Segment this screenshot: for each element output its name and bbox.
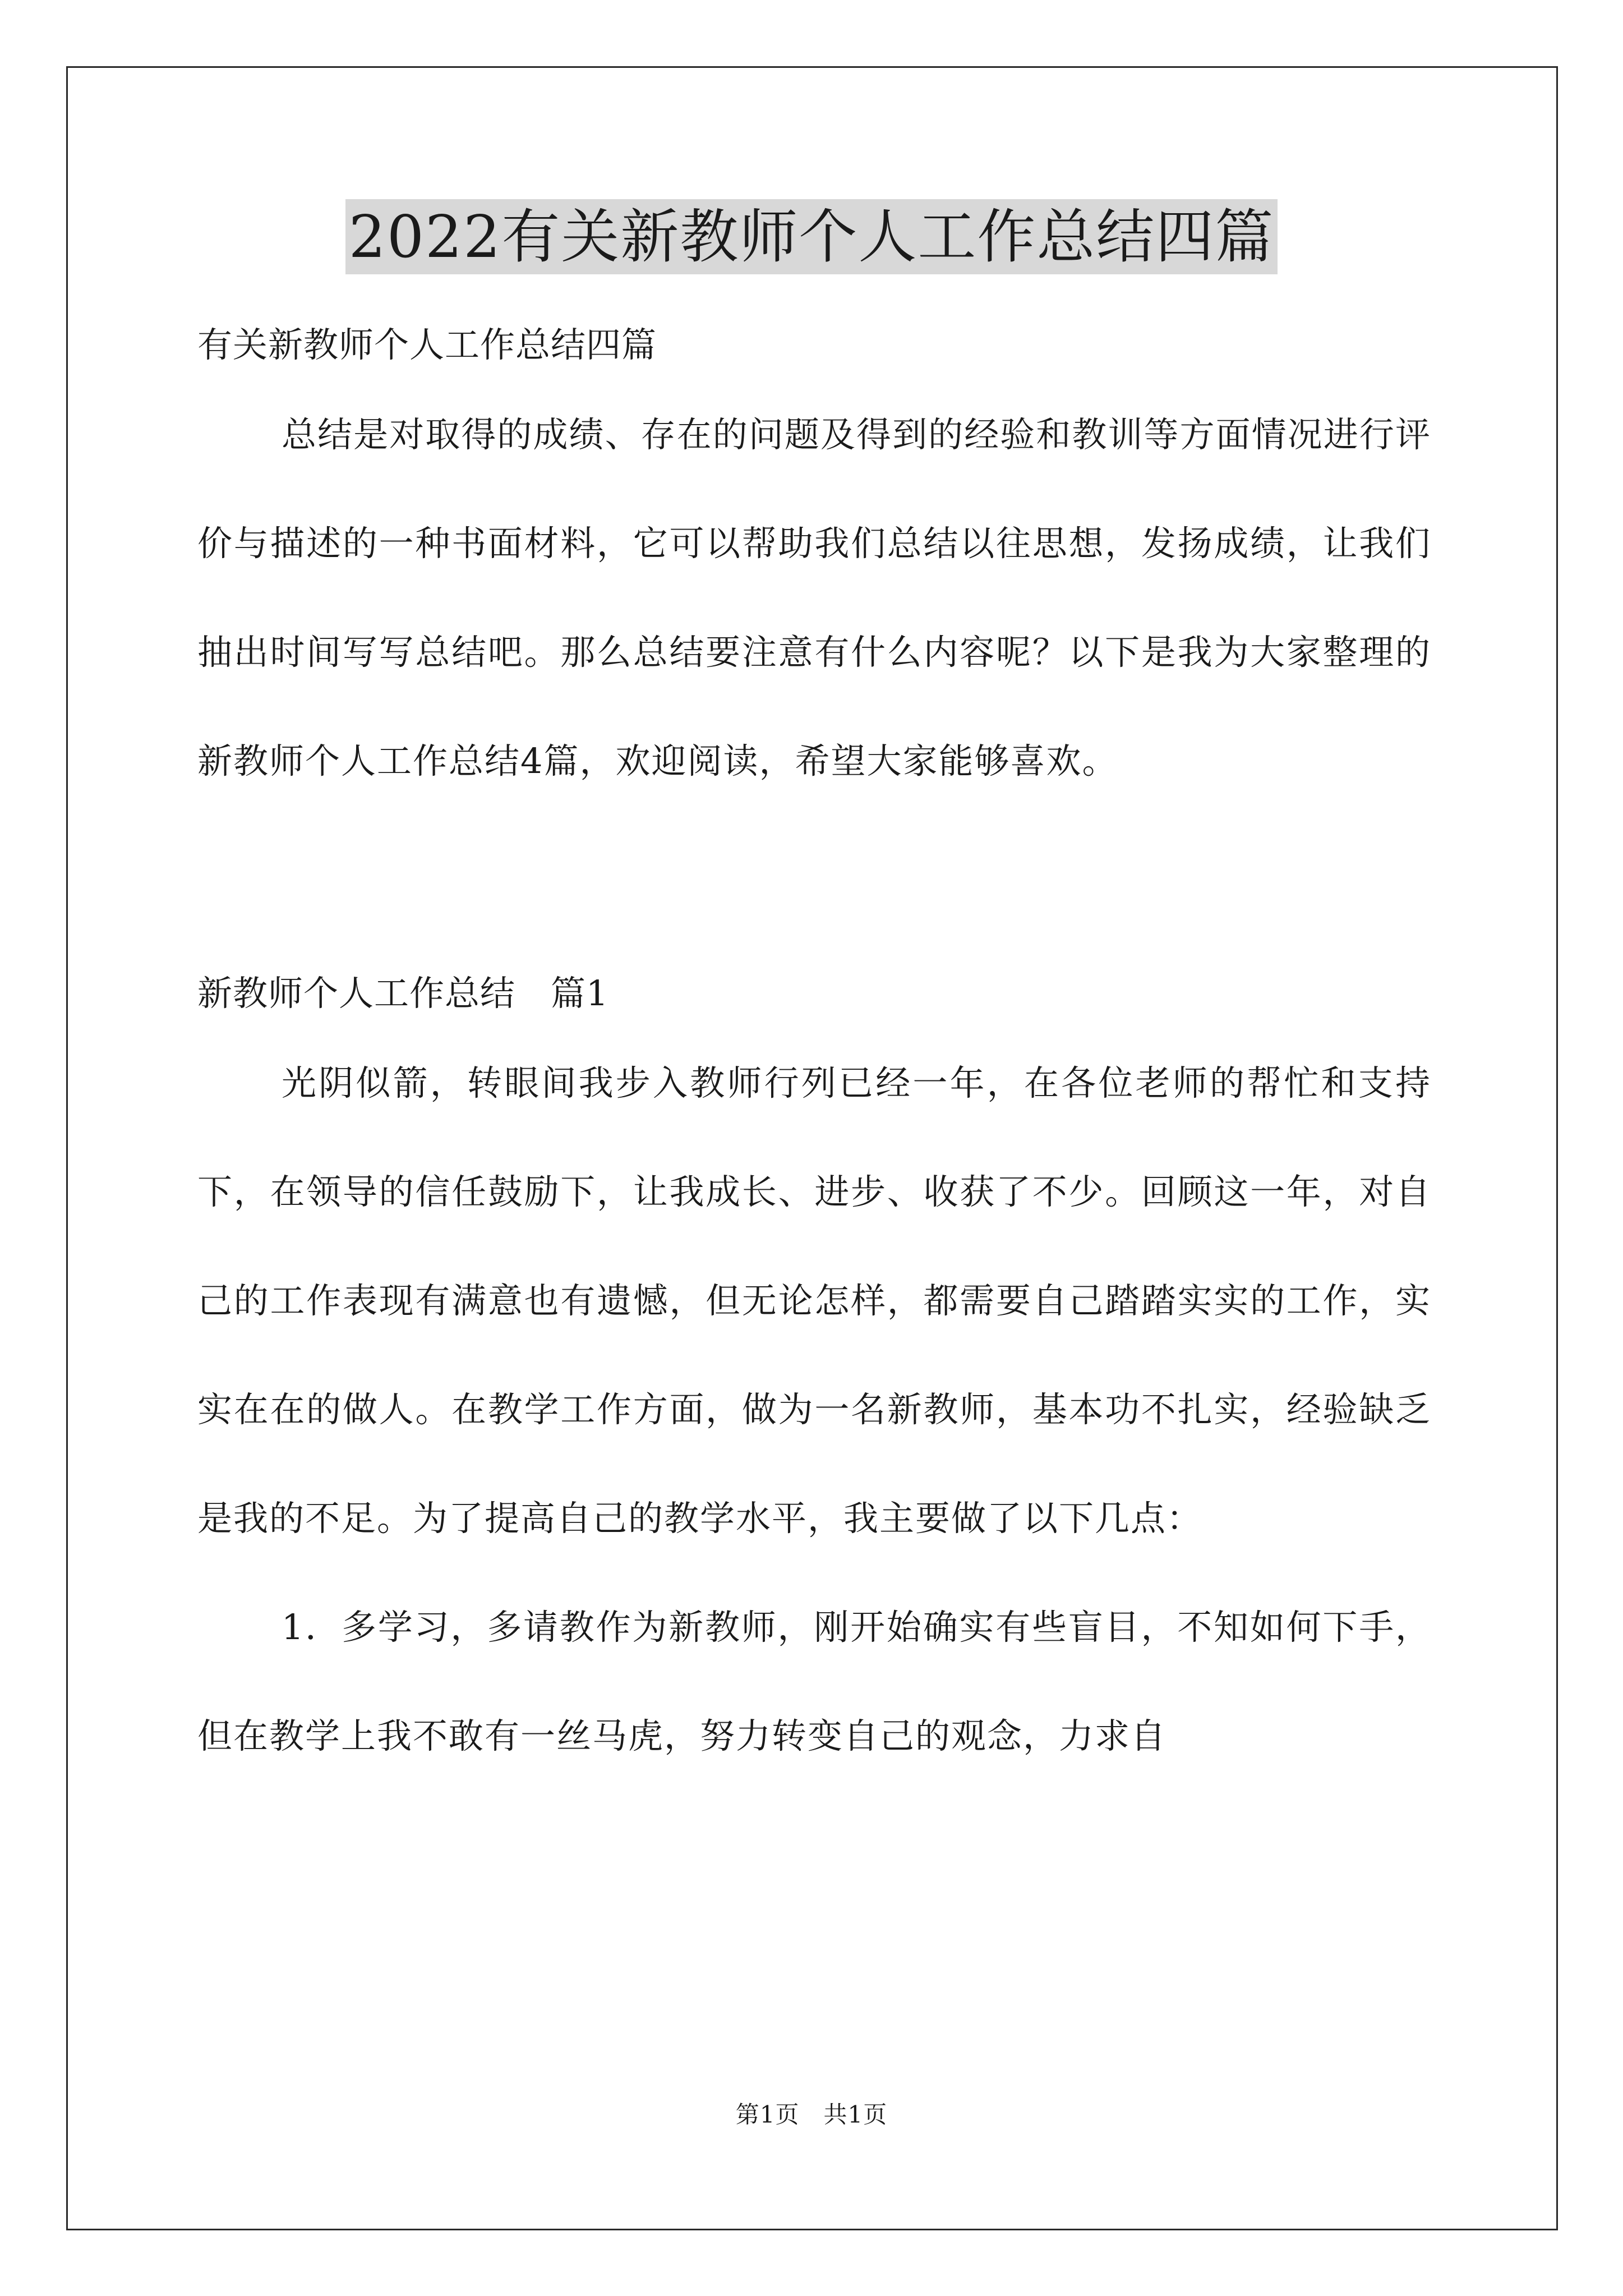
document-subtitle: 有关新教师个人工作总结四篇	[197, 324, 657, 365]
page-footer: 第1页 共1页	[735, 2101, 888, 2128]
list-paragraph: 1．多学习，多请教作为新教师，刚开始确实有些盲目，不知如何下手，但在教学上我不敢有一丝马虎，努力转变自己的观念，力求自	[197, 1607, 1431, 1756]
body-paragraph: 光阴似箭，转眼间我步入教师行列已经一年，在各位老师的帮忙和支持下，在领导的信任鼓励下，让我成长、进步、收获了不少。回顾这一年，对自己的工作表现有满意也有遗憾，但无论怎样，都需要自己踏踏实实的工作，实实在在的做人。在教学工作方面，做为一名新教师，基本功不扎实，经验缺乏是我的不足。为了提高自己的教学水平，我主要做了以下几点：	[197, 1062, 1431, 1539]
document-body	[197, 314, 1431, 1791]
document-title: 2022有关新教师个人工作总结四篇	[345, 199, 1278, 274]
title-container	[0, 199, 1623, 274]
section-heading: 新教师个人工作总结 篇1	[197, 973, 609, 1014]
intro-paragraph: 总结是对取得的成绩、存在的问题及得到的经验和教训等方面情况进行评价与描述的一种书面材料，它可以帮助我们总结以往思想，发扬成绩，让我们抽出时间写写总结吧。那么总结要注意有什么内容呢？以下是我为大家整理的新教师个人工作总结4篇，欢迎阅读，希望大家能够喜欢。	[197, 414, 1431, 781]
